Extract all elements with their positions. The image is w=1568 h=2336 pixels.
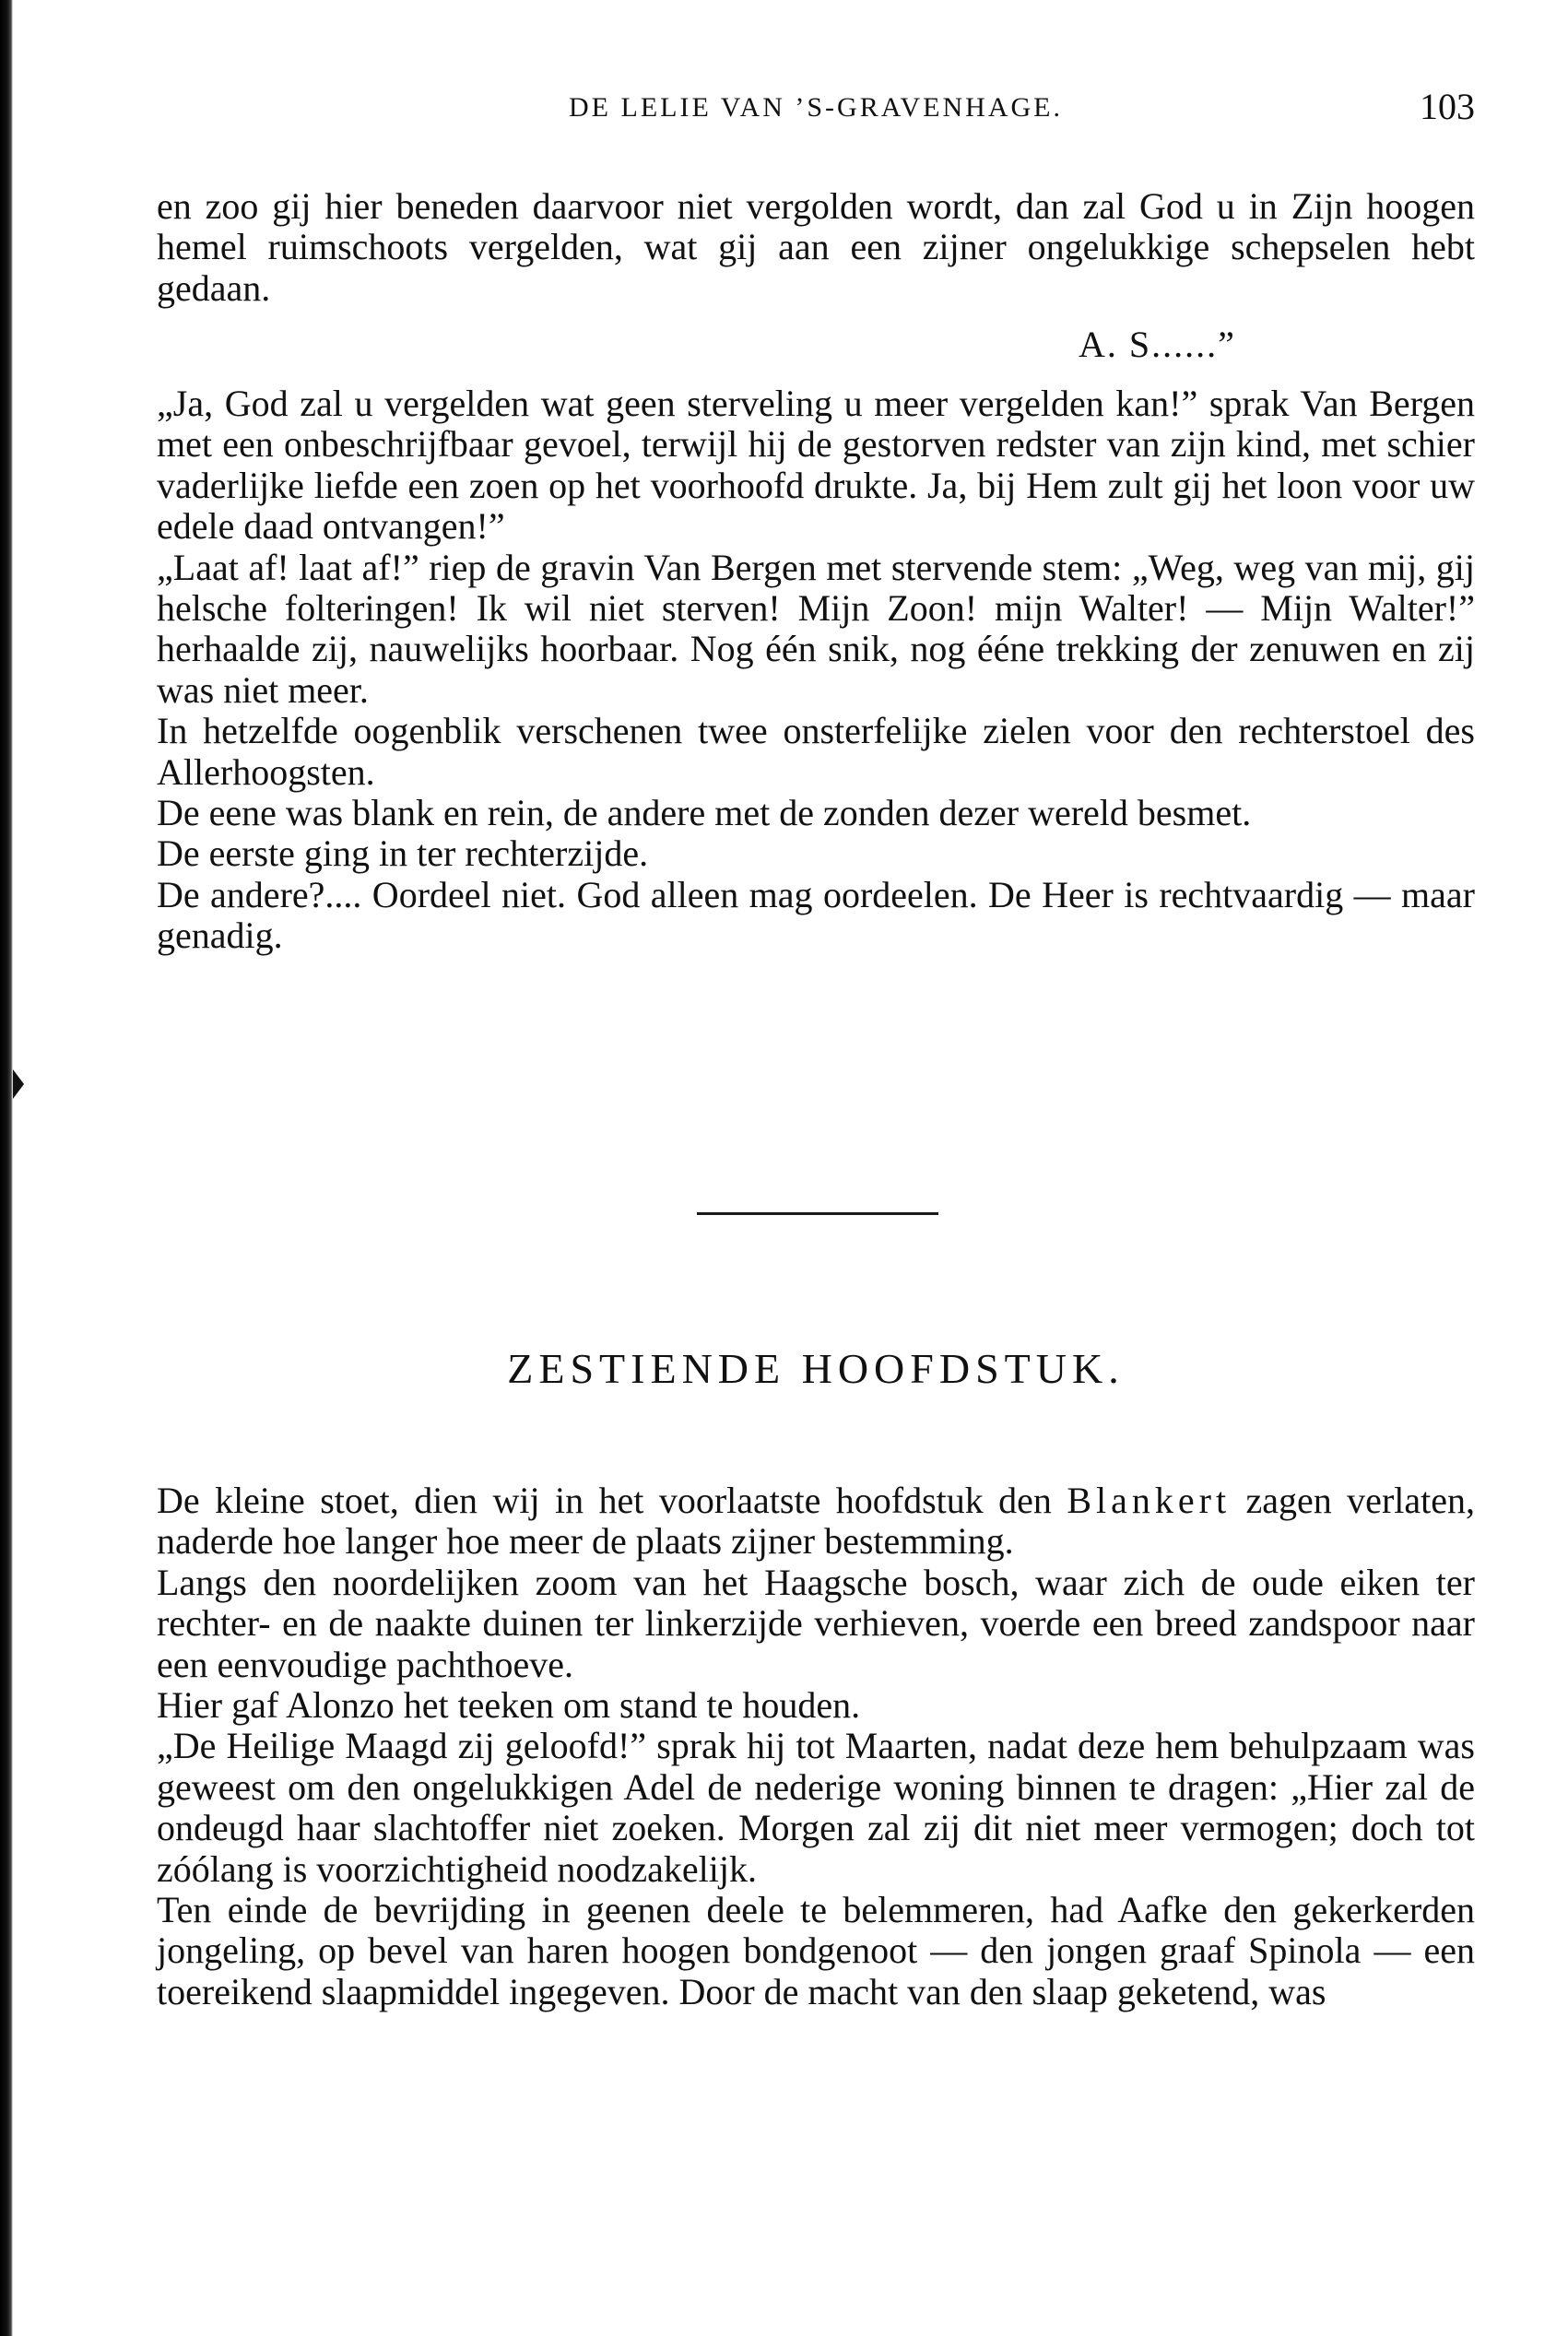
paragraph: „Laat af! laat af!” riep de gravin Van Bergen met stervende stem: „Weg, weg van mij, gij helsche folteringen! Ik wil niet sterven! Mijn Zoon! mijn Walter! — Mijn Walter!” herhaalde zij, nauwelijks hoorbaar. Nog één snik, nog ééne trekking der zenuwen en zij was niet meer. [157,546,1475,711]
paragraph: „De Heilige Maagd zij geloofd!” sprak hij tot Maarten, nadat deze hem behulpzaam was geweest om den ongelukkigen Adel de nederige woning binnen te dragen: „Hier zal de ondeugd haar slachtoffer niet zoeken. Morgen zal zij dit niet meer vermogen; doch tot zóólang is voorzichtigheid noodzakelijk. [157,1725,1475,1890]
paragraph: Hier gaf Alonzo het teeken om stand te houden. [157,1684,861,1727]
text-run: De kleine stoet, dien wij in het voorlaatste hoofdstuk den [157,1480,1067,1521]
paragraph: Langs den noordelijken zoom van het Haagsche bosch, waar zich de oude eiken ter rechter- en de naakte duinen ter linkerzijde verhieven, voerde een breed zandspoor naar een eenvoudige pachthoeve. [157,1561,1475,1685]
paragraph [157,1481,1475,1563]
paragraph: Ten einde de bevrijding in geenen deele te belemmeren, had Aafke den gekerkerden jongeling, op bevel van haren hoogen bondgenoot — den jongen graaf Spinola — een toereikend slaapmiddel ingegeven. Door de macht van den slaap geketend, was [157,1889,1475,2012]
chapter-opening-text [157,1481,1475,2012]
paragraph: en zoo gij hier beneden daarvoor niet vergolden wordt, dan zal God u in Zijn hoogen hemel ruimschoots vergelden, wat gij aan een zijner ongelukkige schepselen hebt gedaan. [157,185,1475,309]
paragraph: „Ja, God zal u vergelden wat geen sterveling u meer vergelden kan!” sprak Van Bergen met een onbeschrijfbaar gevoel, terwijl hij de gestorven redster van zijn kind, met schier vaderlijke liefde een zoen op het voorhoofd drukte. Ja, bij Hem zult gij het loon voor uw edele daad ontvangen!” [157,383,1475,548]
text-run: zagen verlaten, naderde hoe langer hoe meer de plaats zijner bestemming. [157,1480,1475,1563]
paragraph: De eene was blank en rein, de andere met de zonden dezer wereld besmet. [157,792,1252,834]
letter-signature: A. S......” [1079,324,1236,365]
letter-ending [157,186,1475,309]
paragraph: In hetzelfde oogenblik verschenen twee onsterfelijke zielen voor den rechterstoel des Allerhoogsten. [157,710,1475,793]
chapter-title: ZESTIENDE HOOFDSTUK. [507,1345,1125,1392]
running-title: DE LELIE VAN ’S-GRAVENHAGE. [569,92,1063,123]
spine-notch-mark [13,1069,24,1099]
paragraph: De andere?.... Oordeel niet. God alleen mag oordeelen. De Heer is rechtvaardig — maar genadig. [157,873,1475,957]
page-number: 103 [1420,86,1475,127]
spaced-name: Blankert [1067,1480,1232,1521]
paragraph: De eerste ging in ter rechterzijde. [157,832,649,875]
page-header [157,88,1475,135]
chapter-ending-text [157,383,1475,957]
book-spine-edge [0,0,13,2336]
section-divider [697,1212,938,1215]
